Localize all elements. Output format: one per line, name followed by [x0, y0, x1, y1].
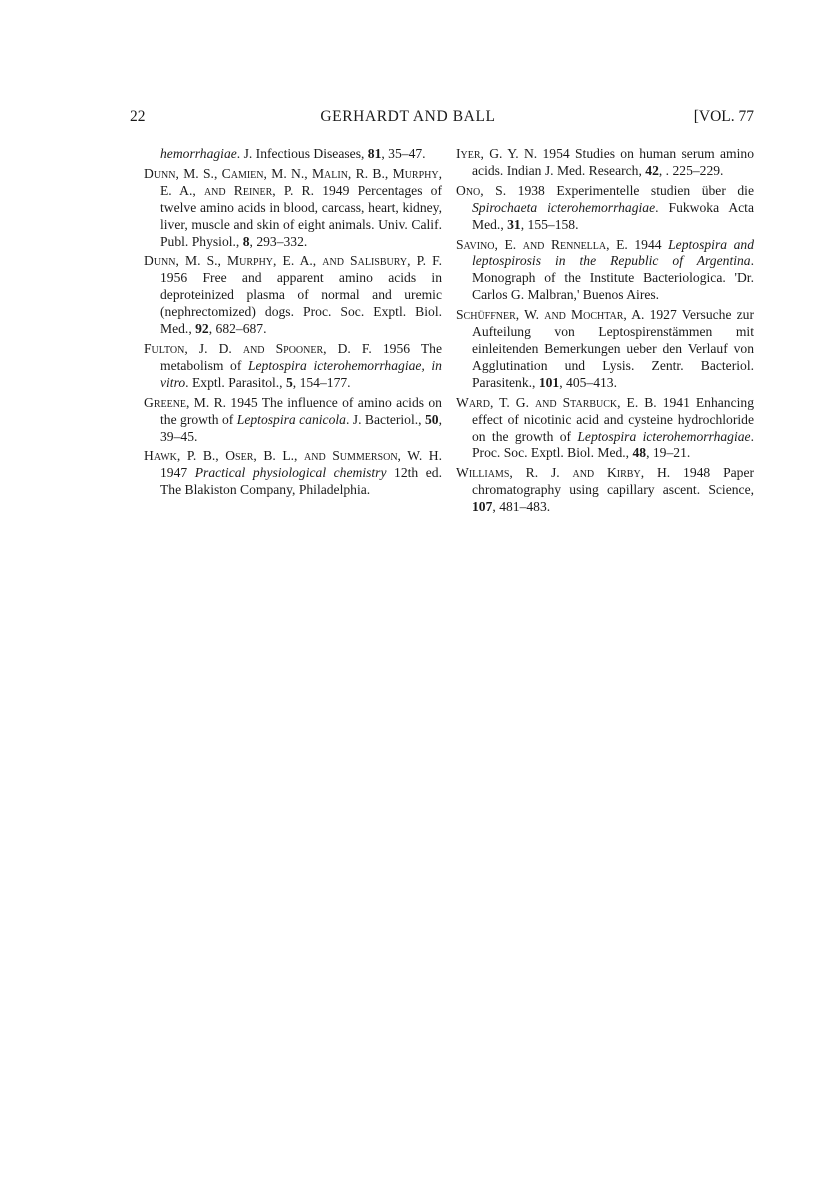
reference-entry: Fulton, J. D. and Spooner, D. F. 1956 The metabolism of Leptospira icterohemorrhagiae, in vitro. Exptl. Parasitol., 5, 154–177.	[144, 340, 443, 390]
reference-authors: Ono, S.	[456, 182, 507, 198]
reference-entry: Dunn, M. S., Camien, M. N., Malin, R. B., Murphy, E. A., and Reiner, P. R. 1949 Percentages of twelve amino acids in blood, carcass, heart, kidney, liver, muscle and skin of eight animals. Univ. Calif. Publ. Physiol., 8, 293–332.	[144, 165, 443, 249]
reference-entry: Greene, M. R. 1945 The influence of amino acids on the growth of Leptospira canicola. J. Bacteriol., 50, 39–45.	[144, 394, 442, 444]
reference-authors: Iyer, G. Y. N.	[456, 146, 538, 161]
reference-entry: hemorrhagiae. J. Infectious Diseases, 81, 35–47.	[160, 146, 426, 161]
reference-entry: Iyer, G. Y. N. 1954 Studies on human serum amino acids. Indian J. Med. Research, 42, . 225–229.	[456, 146, 754, 178]
running-title: GERHARDT AND BALL	[320, 108, 496, 125]
reference-authors: Hawk, P. B., Oser, B. L., and Summerson, W. H.	[144, 448, 442, 464]
reference-entry: Savino, E. and Rennella, E. 1944 Leptospira and leptospirosis in the Republic of Argentina. Monograph of the Institute Bacteriologica. 'Dr. Carlos G. Malbran,' Buenos Aires.	[456, 236, 754, 303]
reference-entry: Williams, R. J. and Kirby, H. 1948 Paper chromatography using capillary ascent. Science, 107, 481–483.	[456, 465, 755, 515]
reference-authors: Fulton, J. D. and Spooner, D. F.	[144, 340, 372, 356]
reference-entry: Schüffner, W. and Mochtar, A. 1927 Versuche zur Aufteilung von Leptospirenstämmen mit einleitenden Bemerkungen ueber den Verlauf von Agglutination und Lysis. Zentr. Bacteriol. Parasitenk., 101, 405–413.	[456, 307, 754, 390]
reference-entry: Hawk, P. B., Oser, B. L., and Summerson, W. H. 1947 Practical physiological chemistry 12th ed. The Blakiston Company, Philadelphia.	[144, 448, 442, 498]
page-number: 22	[130, 108, 146, 125]
references-right-column	[456, 146, 754, 519]
reference-entry: Ward, T. G. and Starbuck, E. B. 1941 Enhancing effect of nicotinic acid and cysteine hydrochloride on the growth of Leptospira icterohemorrhagiae. Proc. Soc. Exptl. Biol. Med., 48, 19–21.	[456, 394, 755, 461]
reference-entry: Dunn, M. S., Murphy, E. A., and Salisbury, P. F. 1956 Free and apparent amino acids in deproteinized plasma of normal and uremic (nephrectomized) dogs. Proc. Soc. Exptl. Biol. Med., 92, 682–687.	[144, 253, 442, 337]
reference-authors: Dunn, M. S., Camien, M. N., Malin, R. B., Murphy, E. A., and Reiner, P. R.	[144, 165, 442, 198]
volume-label: [VOL. 77	[693, 108, 754, 125]
reference-authors: Ward, T. G. and Starbuck, E. B.	[456, 394, 657, 410]
reference-authors: Schüffner, W. and Mochtar, A.	[456, 307, 645, 323]
reference-authors: Dunn, M. S., Murphy, E. A., and Salisbury, P. F.	[144, 253, 442, 269]
reference-entry: Ono, S. 1938 Experimentelle studien über die Spirochaeta icterohemorrhagiae. Fukwoka Acta Med., 31, 155–158.	[456, 182, 754, 232]
reference-authors: Greene, M. R.	[144, 394, 227, 410]
reference-authors: Williams, R. J. and Kirby, H.	[456, 465, 671, 481]
reference-authors: Savino, E. and Rennella, E.	[456, 236, 628, 252]
page-header	[0, 108, 816, 130]
references-left-column	[144, 146, 442, 502]
